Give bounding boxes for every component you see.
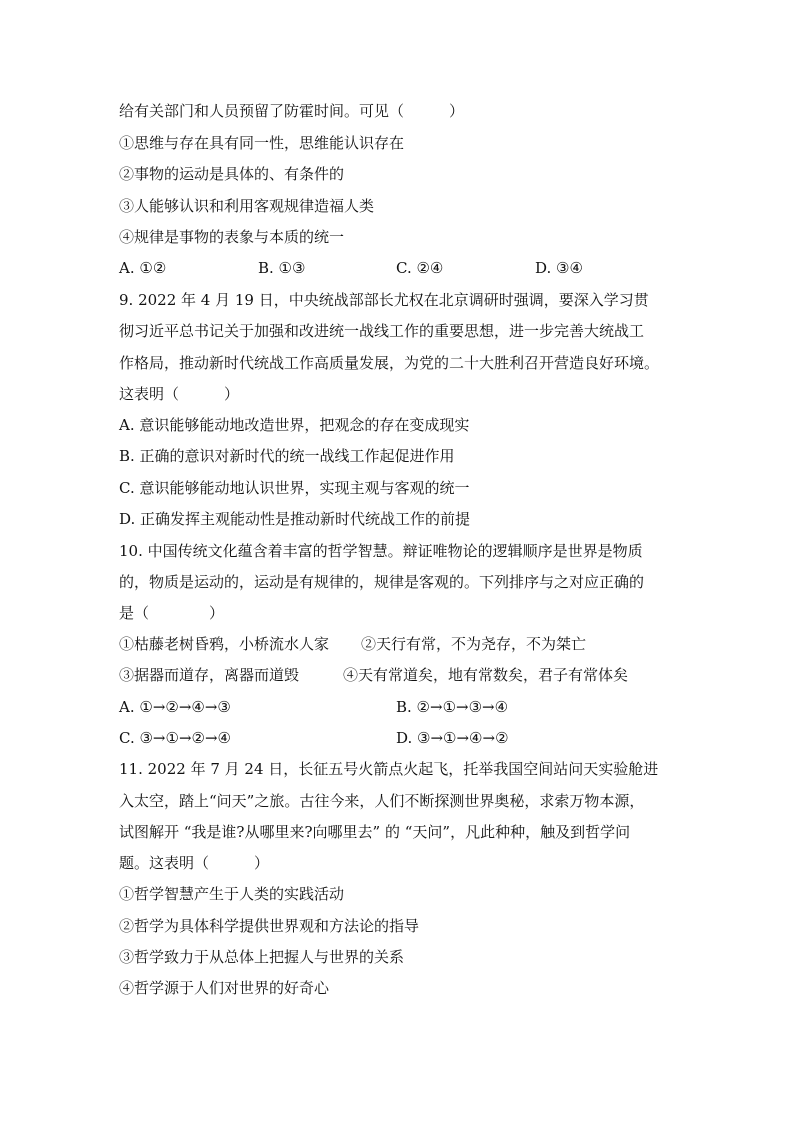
- q11-item-3: ③哲学致力于从总体上把握人与世界的关系: [119, 948, 405, 966]
- q11-stem-line-1: 11. 2022 年 7 月 24 日，长征五号火箭点火起飞，托举我国空间站问天实验舱进: [119, 760, 659, 778]
- q9-stem-line-2: 彻习近平总书记关于加强和改进统一战线工作的重要思想，进一步完善大统战工: [119, 322, 645, 340]
- q10-options-row-2: [119, 728, 659, 748]
- q11-stem-line-3: 试图解开 “我是谁?从哪里来?向哪里去” 的 “天问”，凡此种种，触及到哲学问: [119, 823, 631, 841]
- q9-stem-line-4: 这表明（ ）: [119, 385, 240, 403]
- q11-item-2: ②哲学为具体科学提供世界观和方法论的指导: [119, 917, 420, 935]
- q8-option-d[interactable]: D. ③④: [535, 259, 583, 277]
- q8-item-2: ②事物的运动是具体的、有条件的: [119, 165, 345, 183]
- q8-item-1: ①思维与存在具有同一性，思维能认识存在: [119, 134, 405, 152]
- q10-option-d[interactable]: D. ③→①→④→②: [396, 729, 509, 747]
- q10-item-3: ③据器而道存，离器而道毁: [119, 666, 300, 684]
- q10-options-row-1: [119, 697, 659, 717]
- q8-option-a[interactable]: A. ①②: [119, 259, 167, 277]
- q11-item-1: ①哲学智慧产生于人类的实践活动: [119, 885, 345, 903]
- q9-stem-line-3: 作格局，推动新时代统战工作高质量发展，为党的二十大胜利召开营造良好环境。: [119, 354, 660, 372]
- q8-option-b[interactable]: B. ①③: [258, 259, 306, 277]
- q10-item-4: ④天有常道矣，地有常数矣，君子有常体矣: [343, 666, 629, 684]
- q9-option-d[interactable]: D. 正确发挥主观能动性是推动新时代统战工作的前提: [119, 510, 471, 528]
- q9-option-b[interactable]: B. 正确的意识对新时代的统一战线工作起促进作用: [119, 447, 455, 465]
- q10-item-2: ②天行有常，不为尧存，不为桀亡: [361, 635, 587, 653]
- q10-option-b[interactable]: B. ②→①→③→④: [396, 698, 509, 716]
- q10-option-c[interactable]: C. ③→①→②→④: [119, 729, 231, 747]
- q11-item-4: ④哲学源于人们对世界的好奇心: [119, 979, 330, 997]
- q8-item-3: ③人能够认识和利用客观规律造福人类: [119, 197, 375, 215]
- q9-stem-line-1: 9. 2022 年 4 月 19 日，中央统战部部长尤权在北京调研时强调，要深入学习贯: [119, 291, 649, 309]
- q10-items-row-2: [119, 665, 679, 685]
- q8-item-4: ④规律是事物的表象与本质的统一: [119, 228, 345, 246]
- q10-option-a[interactable]: A. ①→②→④→③: [119, 698, 231, 716]
- q10-stem-line-2: 的，物质是运动的，运动是有规律的，规律是客观的。下列排序与之对应正确的: [119, 573, 645, 591]
- q10-stem-line-1: 10. 中国传统文化蕴含着丰富的哲学智慧。辩证唯物论的逻辑顺序是世界是物质: [119, 542, 643, 560]
- q11-stem-line-4: 题。这表明（ ）: [119, 854, 270, 872]
- q11-stem-line-2: 入太空，踏上“问天”之旅。古往今来，人们不断探测世界奥秘，求索万物本源，: [119, 792, 645, 810]
- q8-options: [119, 258, 639, 278]
- q8-option-c[interactable]: C. ②④: [396, 259, 444, 277]
- q9-option-a[interactable]: A. 意识能够能动地改造世界，把观念的存在变成现实: [119, 416, 470, 434]
- q10-item-1: ①枯藤老树昏鸦，小桥流水人家: [119, 635, 330, 653]
- q8-stem-continuation: 给有关部门和人员预留了防霍时间。可见（ ）: [119, 102, 465, 120]
- q10-stem-line-3: 是（ ）: [119, 604, 225, 622]
- q9-option-c[interactable]: C. 意识能够能动地认识世界，实现主观与客观的统一: [119, 479, 470, 497]
- q10-items-row-1: [119, 634, 679, 654]
